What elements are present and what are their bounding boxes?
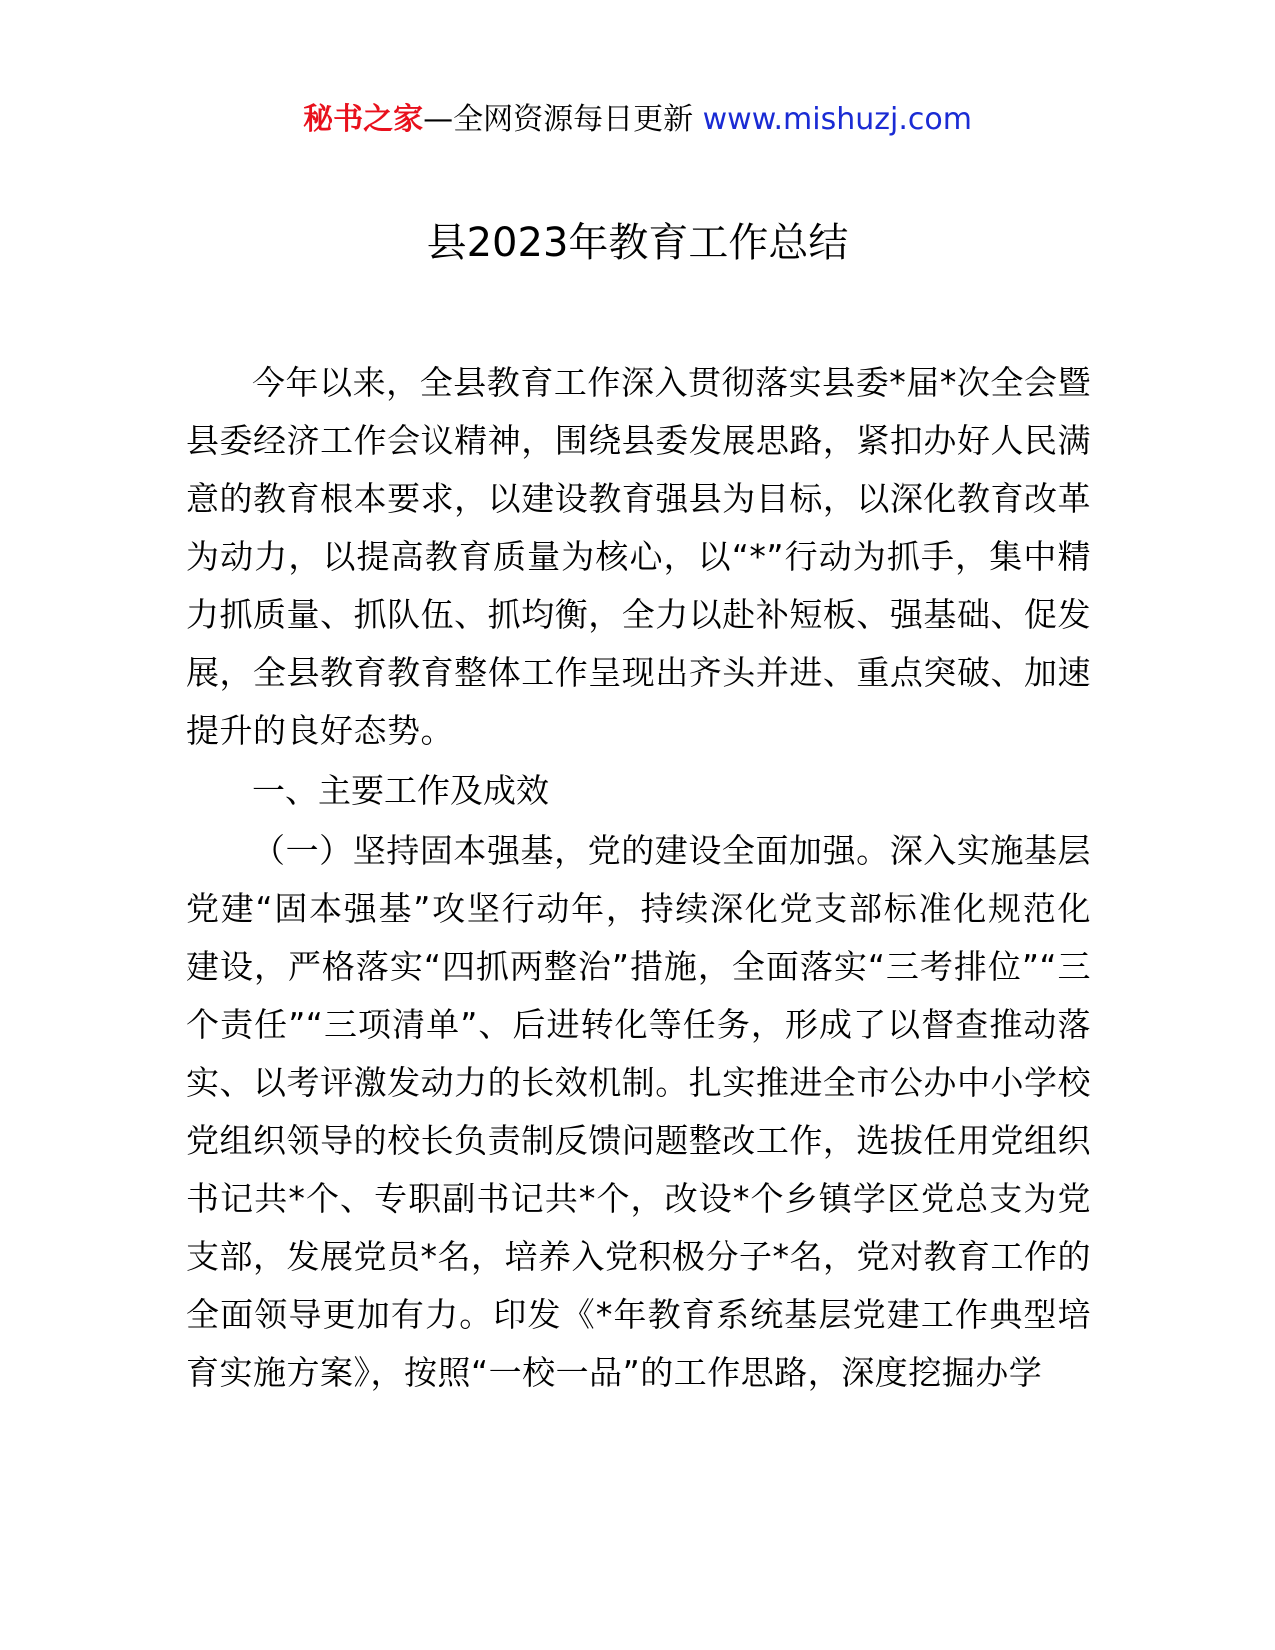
section-heading: 一、主要工作及成效 (252, 771, 549, 810)
intro-paragraph: 今年以来，全县教育工作深入贯彻落实县委*届*次全会暨县委经济工作会议精神，围绕县委发展思路，紧扣办好人民满意的教育根本要求，以建设教育强县为目标，以深化教育改革为动力，以提高教育质量为核心，以“*”行动为抓手，集中精力抓质量、抓队伍、抓均衡，全力以赴补短板、强基础、促发展，全县教育教育整体工作呈现出齐头并进、重点突破、加速提升的良好态势。 (186, 363, 1091, 750)
document-title: 县2023年教育工作总结 (426, 220, 849, 266)
site-brand: 秘书之家 (303, 102, 424, 137)
site-header (0, 98, 1275, 142)
site-url-link[interactable]: www.mishuzj.com (702, 102, 972, 137)
section-paragraph: （一）坚持固本强基，党的建设全面加强。深入实施基层党建“固本强基”攻坚行动年，持续深化党支部标准化规范化建设，严格落实“四抓两整治”措施，全面落实“三考排位”“三个责任”“三项清单”、后进转化等任务，形成了以督查推动落实、以考评激发动力的长效机制。扎实推进全市公办中小学校党组织领导的校长负责制反馈问题整改工作，选拔任用党组织书记共*个、专职副书记共*个，改设*个乡镇学区党总支为党支部，发展党员*名，培养入党积极分子*名，党对教育工作的全面领导更加有力。印发《*年教育系统基层党建工作典型培育实施方案》，按照“一校一品”的工作思路，深度挖掘办学 (186, 831, 1091, 1392)
document-body (186, 354, 1091, 1402)
site-tagline: —全网资源每日更新 (423, 102, 694, 137)
